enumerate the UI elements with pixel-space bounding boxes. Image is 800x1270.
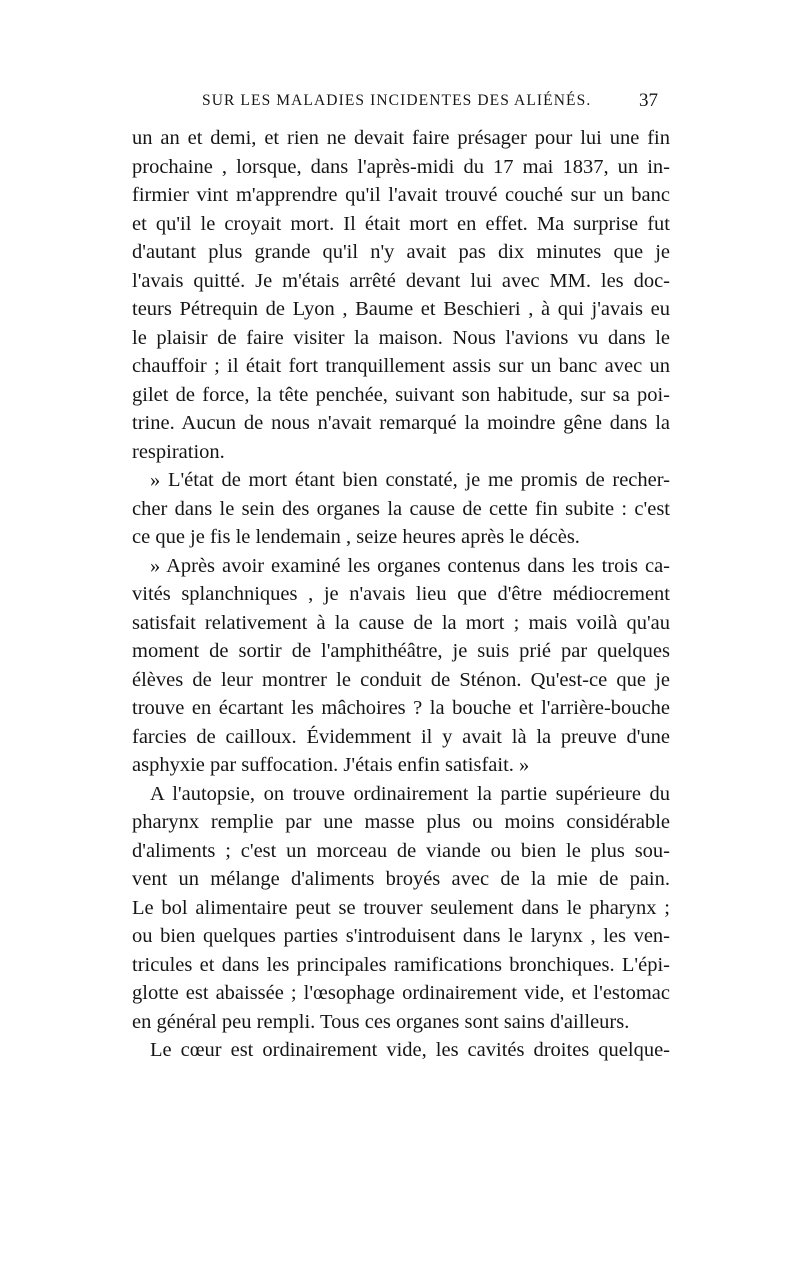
text-line: pharynx remplie par une masse plus ou moins considérable [132, 811, 670, 833]
text-line: cher dans le sein des organes la cause de cette fin subite : c'est [132, 497, 670, 520]
text-line: gilet de force, la tête penchée, suivant son habitude, sur sa poi- [132, 383, 670, 406]
text-line: élèves de leur montrer le conduit de Sténon. Qu'est-ce que je [132, 668, 670, 691]
text-line: teurs Pétrequin de Lyon , Baume et Beschieri , à qui j'avais eu [132, 298, 670, 320]
text-line: » Après avoir examiné les organes contenus dans les trois ca- [150, 554, 670, 577]
text-line: glotte est abaissée ; l'œsophage ordinairement vide, et l'estomac [132, 982, 670, 1004]
text-line: le plaisir de faire visiter la maison. Nous l'avions vu dans le [132, 326, 670, 349]
text-line: ce que je fis le lendemain , seize heures après le décès. [132, 526, 580, 548]
text-line: trouve en écartant les mâchoires ? la bouche et l'arrière-bouche [132, 697, 670, 719]
text-line: un an et demi, et rien ne devait faire présager pour lui une fin [132, 127, 670, 149]
text-line: trine. Aucun de nous n'avait remarqué la moindre gêne dans la [132, 412, 670, 434]
text-line: » L'état de mort étant bien constaté, je me promis de recher- [150, 469, 670, 491]
running-head [132, 90, 660, 116]
text-line: et qu'il le croyait mort. Il était mort en effet. Ma surprise fut [132, 212, 670, 235]
text-line: Le bol alimentaire peut se trouver seulement dans le pharynx ; [132, 896, 670, 919]
text-line: moment de sortir de l'amphithéâtre, je suis prié par quelques [132, 640, 670, 662]
text-line: vent un mélange d'aliments broyés avec de la mie de pain. [132, 868, 670, 890]
page-number: 37 [639, 90, 658, 111]
body-text [132, 124, 670, 1065]
text-line: tricules et dans les principales ramifications bronchiques. L'épi- [132, 953, 670, 976]
text-line: A l'autopsie, on trouve ordinairement la partie supérieure du [150, 782, 670, 805]
text-line: Le cœur est ordinairement vide, les cavités droites quelque- [150, 1039, 670, 1061]
text-line: firmier vint m'apprendre qu'il l'avait trouvé couché sur un banc [132, 184, 670, 206]
text-line: asphyxie par suffocation. J'étais enfin satisfait. » [132, 754, 530, 776]
text-line: d'aliments ; c'est un morceau de viande ou bien le plus sou- [132, 839, 670, 862]
text-line: d'autant plus grande qu'il n'y avait pas dix minutes que je [132, 241, 670, 263]
text-line: l'avais quitté. Je m'étais arrêté devant lui avec MM. les doc- [132, 269, 670, 292]
text-line: vités splanchniques , je n'avais lieu que d'être médiocrement [132, 583, 670, 605]
text-line: en général peu rempli. Tous ces organes sont sains d'ailleurs. [132, 1010, 630, 1033]
text-line: prochaine , lorsque, dans l'après-midi du 17 mai 1837, un in- [132, 155, 670, 178]
running-title: SUR LES MALADIES INCIDENTES DES ALIÉNÉS. [202, 92, 592, 109]
text-line: respiration. [132, 440, 225, 463]
text-line: ou bien quelques parties s'introduisent dans le larynx , les ven- [132, 925, 670, 947]
text-line: farcies de cailloux. Évidemment il y avait là la preuve d'une [132, 725, 670, 748]
text-line: chauffoir ; il était fort tranquillement assis sur un banc avec un [132, 355, 670, 377]
text-line: satisfait relativement à la cause de la mort ; mais voilà qu'au [132, 611, 670, 634]
